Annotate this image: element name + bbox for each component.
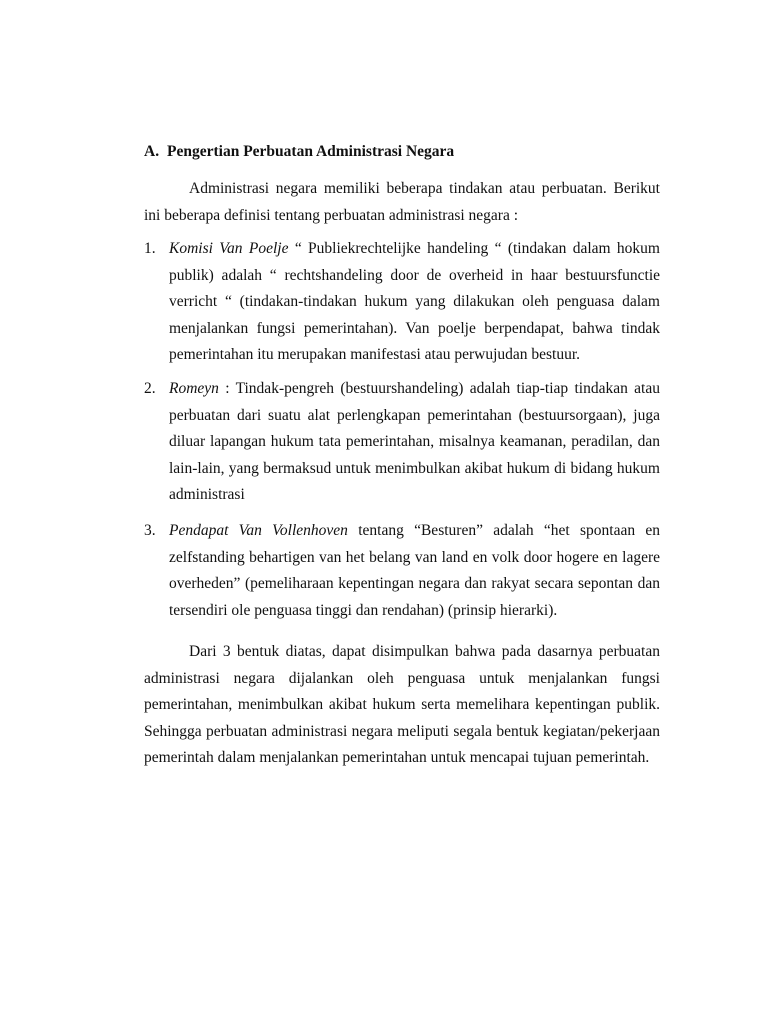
conclusion-paragraph: Dari 3 bentuk diatas, dapat disimpulkan bahwa pada dasarnya perbuatan administrasi negara dijalankan oleh penguasa untuk menjalankan fungsi pemerintahan, menimbulkan akibat hukum serta memelihara kepentingan publik. Sehingga perbuatan administrasi negara meliputi segala bentuk kegiatan/pekerjaan pemerintah dalam menjalankan pemerintahan untuk mencapai tujuan pemerintah. — [144, 643, 660, 767]
list-item-number: 1. — [144, 240, 156, 257]
list-item-text: tentang “Besturen” adalah “het spontaan en zelfstanding behartigen van het belang van land en volk door hogere en lagere overheden” (pemeliharaan kepentingan negara dan rakyat secara sepontan dan tersendiri ole penguasa tinggi dan rendahan) (prinsip hierarki). — [169, 522, 660, 619]
list-item-term: Komisi Van Poelje — [169, 240, 289, 257]
list-item-term: Pendapat Van Vollenhoven — [169, 522, 348, 539]
list-item-text: “ Publiekrechtelijke handeling “ (tindakan dalam hokum publik) adalah “ rechtshandeling door de overheid in haar bestuursfunctie verricht “ (tindakan-tindakan hukum yang dilakukan oleh penguasa dalam menjalankan fungsi pemerintahan). Van poelje berpendapat, bahwa tindak pemerintahan itu merupakan manifestasi atau perwujudan bestuur. — [169, 240, 660, 364]
list-item — [144, 518, 660, 624]
list-item-term: Romeyn — [169, 380, 219, 397]
list-item-text: : Tindak-pengreh (bestuurshandeling) adalah tiap-tiap tindakan atau perbuatan dari suatu alat perlengkapan pemerintahan (bestuursorgaan), juga diluar lapangan hukum tata pemerintahan, misalnya keamanan, peradilan, dan lain-lain, yang bermaksud untuk menimbulkan akibat hukum di bidang hukum administrasi — [169, 380, 660, 504]
list-item — [144, 236, 660, 369]
intro-paragraph: Administrasi negara memiliki beberapa tindakan atau perbuatan. Berikut ini beberapa definisi tentang perbuatan administrasi negara : — [144, 180, 660, 224]
list-item-number: 2. — [144, 380, 156, 397]
section-heading — [144, 141, 664, 163]
list-item-body — [169, 236, 660, 369]
list-item-number: 3. — [144, 522, 156, 539]
list-item-body — [169, 518, 660, 624]
section-number: A. — [144, 143, 160, 160]
list-item — [144, 376, 660, 509]
section-title: Pengertian Perbuatan Administrasi Negara — [167, 143, 455, 160]
list-item-body — [169, 376, 660, 509]
